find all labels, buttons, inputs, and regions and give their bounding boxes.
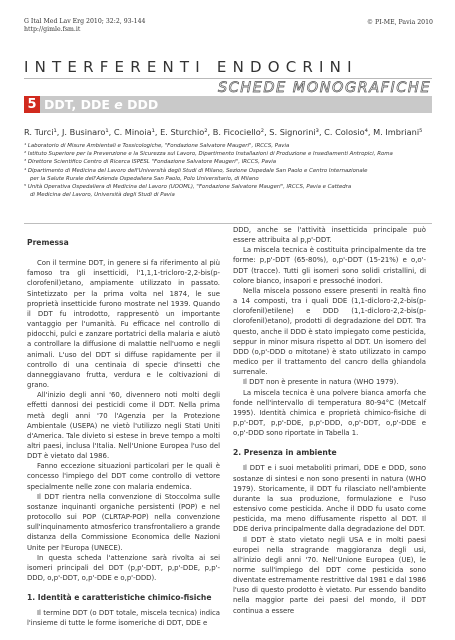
section-title: INTERFERENTI ENDOCRINI [24, 58, 358, 76]
paragraph: All'inizio degli anni '60, divennero noti molti degli effetti dannosi dei pesticidi come il DDT. Nella prima metà degli anni '70 l'Agenzia per la Protezione Ambientale (USEPA) ne vietò l'utilizzo negli Stati Uniti d'America. Tale divieto si estese in breve tempo a molti altri paesi, inclusa l'Italia. Nell'Unione Europea l'uso del DDT è vietato dal 1986. [27, 391, 220, 461]
journal-citation: G Ital Med Lav Erg 2010; 32:2, 93-144 [24, 18, 146, 25]
paragraph: La miscela tecnica è costituita principalmente da tre forme: p,p'-DDT (65-80%), o,p'-DDT (15-21%) e o,o'-DDT (tracce). Tutti gli isomeri sono solidi cristallini, di colore bianco, insapori e pressoché inodori. [233, 246, 426, 285]
affiliation-item: ¹ Laboratorio di Misure Ambientali e Tossicologiche, "Fondazione Salvatore Maugeri", IRCCS, Pavia [24, 143, 290, 149]
series-title [44, 96, 158, 113]
journal-url[interactable]: http://gimle.fsm.it [24, 26, 81, 33]
paragraph: La miscela tecnica è una polvere bianca amorfa che fonde nell'intervallo di temperatura 80-94°C (Metcalf 1995). Identità chimica e proprietà chimico-fisiche di p,p'-DDT, p,p'-DDE, p,p'-DDD, o,p'-DDT, o,p'-DDE e o,p'-DDD sono riportate in Tabella 1. [233, 388, 426, 438]
column-right [233, 225, 426, 616]
section-heading-1: 1. Identità e caratteristiche chimico-fisiche [27, 593, 212, 603]
affiliation-item: ² Istituto Superiore per la Prevenzione e la Sicurezza sul Lavoro, Dipartimento Installazioni di Produzione e Insediamenti Antropici, Roma [24, 151, 393, 158]
author-list: R. Turci¹, J. Businaro¹, C. Minoia¹, E. Sturchio², B. Ficociello², S. Signorini³, C. Colosio⁴, M. Imbriani⁵ [24, 127, 423, 137]
paragraph: Con il termine DDT, in genere si fa riferimento al più famoso tra gli insetticidi, l'1,1,1-tricloro-2,2-bis(p-clorofenil)etano, ampiamente utilizzato in passato. Sintetizzato per la prima volta nel 1874, le sue proprietà insetticide furono mostrate nel 1939. Quando il DDT fu introdotto, rappresentò un importante vantaggio per l'umanità. Fu efficace nel controllo di pidocchi, pulci e zanzare portatrici della malaria e aiutò a controllare la diffusione di malattie nell'uomo e negli animali. L'uso del DDT si diffuse rapidamente per il controllo di una centinaia di specie d'insetti che danneggiavano frutta, verdura e le coltivazioni di grano. [27, 259, 220, 390]
section-heading-2: 2. Presenza in ambiente [233, 448, 337, 458]
series-title-part-a: DDT, DDE [44, 97, 110, 112]
copyright: © PI-ME, Pavia 2010 [366, 19, 433, 26]
paragraph: DDD, anche se l'attività insetticida principale può essere attribuita al p,p'-DDT. [233, 226, 426, 245]
column-left [27, 238, 220, 629]
paragraph: Nella miscela possono essere presenti in realtà fino a 14 composti, tra i quali DDE (1,1-dicloro-2,2-bis(p-clorofenil)etilene) e DDD (1,1-dicloro-2,2-bis(p-clorofenil)etano), prodotti di degradazione del DDT. Tra questo, anche il DDD è stato impiegato come pesticida, seppur in minor misura rispetto al DDT. Un isomero del DDD (o,p'-DDD o mitotane) è stato utilizzato in campo medico per il trattamento del cancro della ghiandola surrenale. [233, 286, 426, 377]
affiliation-item: ⁵ Unità Operativa Ospedaliera di Medicina del Lavoro (UOOML), "Fondazione Salvatore Maugeri", IRCCS, Pavia e Cattedra [24, 184, 352, 191]
affiliation-item: di Medicina del Lavoro, Università degli Studi di Pavia [30, 192, 175, 199]
affiliation-item: per la Salute Rurale dell'Azienda Ospedaliera San Paolo, Polo Universitario, di Milano [30, 175, 259, 182]
section-subtitle: SCHEDE MONOGRAFICHE [217, 80, 431, 96]
series-number: 5 [24, 96, 40, 113]
title-divider [24, 78, 432, 79]
paragraph: Il DDT rientra nella convenzione di Stoccolma sulle sostanze inquinanti organiche persistenti (POP) e nel protocollo sui POP (CLRTAP-POP) nella convenzione sull'inquinamento atmosferico transfrontaliero a grande distanza della Commissione Economica delle Nazioni Unite per l'Europa (UNECE). [27, 492, 220, 552]
paragraph: Fanno eccezione situazioni particolari per le quali è concesso l'impiego del DDT come controllo di vettore specialmente nelle zone con malaria endemica. [27, 462, 220, 491]
paragraph: Il termine DDT (o DDT totale, miscela tecnica) indica l'insieme di tutte le forme isomeriche di DDT, DDE e [27, 609, 220, 628]
series-title-connector: e [114, 97, 123, 112]
affiliations [24, 142, 436, 199]
series-title-part-b: DDD [127, 97, 159, 112]
paragraph: Il DDT non è presente in natura (WHO 1979). [243, 378, 399, 387]
paragraph: Il DDT e i suoi metaboliti primari, DDE e DDD, sono sostanze di sintesi e non sono presenti in natura (WHO 1979). Storicamente, il DDT fu rilasciato nell'ambiente durante la sua produzione, formulazione e l'uso estensivo come pesticida. Anche il DDD fu usato come pesticida, ma meno diffusamente rispetto al DDT. Il DDE deriva principalmente dalla degradazione del DDT. [233, 464, 426, 534]
paragraph: In questa scheda l'attenzione sarà rivolta ai sei isomeri principali del DDT (p,p'-DDT, p,p'-DDE, p,p'-DDD, o,p'-DDT, o,p'-DDE e o,p'-DDD). [27, 553, 220, 582]
paragraph: Il DDT è stato vietato negli USA e in molti paesi europei nella stragrande maggioranza degli usi, all'inizio degli anni '70. Nell'Unione Europea (UE), le norme sull'impiego del DDT come pesticida sono diventate estremamente restrittive dal 1981 e dal 1986 l'uso di questo prodotto è vietato. Pur essendo bandito nella maggior parte dei paesi del mondo, il DDT continua a essere [233, 535, 426, 615]
premessa-heading: Premessa [27, 238, 69, 247]
affiliation-item: ⁴ Dipartimento di Medicina del Lavoro dell'Università degli Studi di Milano, Sezione Ospedale San Paolo e Centro Internazionale [24, 167, 368, 174]
affiliation-item: ³ Direttore Scientifico Centro di Ricerca ISPESL "Fondazione Salvatore Maugeri", IRCCS, Pavia [24, 159, 277, 166]
header-rule [24, 223, 432, 224]
